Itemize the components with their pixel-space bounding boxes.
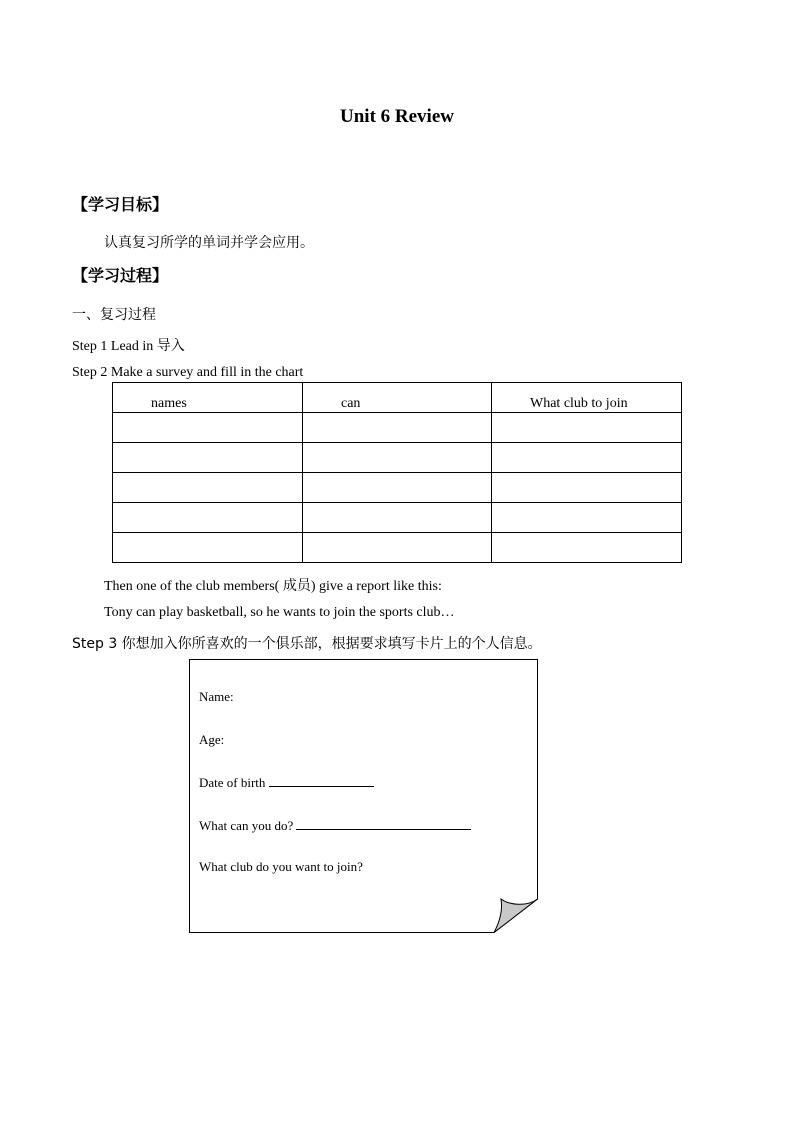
table-cell[interactable] bbox=[492, 413, 682, 443]
table-cell[interactable] bbox=[113, 413, 303, 443]
table-cell[interactable] bbox=[113, 473, 303, 503]
header-can: can bbox=[303, 383, 492, 413]
table-header-row bbox=[113, 383, 682, 413]
card-can-label: What can you do? bbox=[199, 818, 294, 833]
dob-blank-field[interactable] bbox=[269, 774, 374, 787]
table-cell[interactable] bbox=[303, 413, 492, 443]
can-blank-field[interactable] bbox=[296, 817, 471, 830]
table-row bbox=[113, 473, 682, 503]
table-cell[interactable] bbox=[492, 533, 682, 563]
table-cell[interactable] bbox=[492, 443, 682, 473]
card-age-label: Age: bbox=[199, 732, 225, 747]
card-can-row bbox=[199, 817, 471, 834]
table-row bbox=[113, 533, 682, 563]
step1-text: Step 1 Lead in 导入 bbox=[72, 339, 185, 354]
table-row bbox=[113, 413, 682, 443]
review-process-label: 一、复习过程 bbox=[72, 307, 156, 323]
table-cell[interactable] bbox=[303, 533, 492, 563]
table-cell[interactable] bbox=[303, 473, 492, 503]
learning-goals-text: 认真复习所学的单词并学会应用。 bbox=[104, 235, 314, 251]
learning-goals-heading: 【学习目标】 bbox=[72, 195, 169, 214]
table-cell[interactable] bbox=[303, 503, 492, 533]
table-cell[interactable] bbox=[113, 443, 303, 473]
table-cell[interactable] bbox=[492, 473, 682, 503]
page-title: Unit 6 Review bbox=[340, 106, 454, 127]
header-names: names bbox=[113, 383, 303, 413]
table-row bbox=[113, 503, 682, 533]
table-row bbox=[113, 443, 682, 473]
card-name-label: Name: bbox=[199, 689, 234, 704]
table-cell[interactable] bbox=[113, 533, 303, 563]
card-dob-row bbox=[199, 774, 374, 791]
table-cell[interactable] bbox=[113, 503, 303, 533]
learning-process-heading: 【学习过程】 bbox=[72, 266, 169, 285]
card-outline bbox=[189, 659, 539, 935]
report-instruction: Then one of the club members( 成员) give a report like this: bbox=[104, 579, 442, 594]
step2-text: Step 2 Make a survey and fill in the chart bbox=[72, 365, 304, 380]
report-example: Tony can play basketball, so he wants to join the sports club… bbox=[104, 605, 455, 620]
table-cell[interactable] bbox=[303, 443, 492, 473]
header-club: What club to join bbox=[492, 383, 682, 413]
card-club-label: What club do you want to join? bbox=[199, 859, 363, 874]
survey-table bbox=[112, 382, 682, 563]
step3-text: Step 3 你想加入你所喜欢的一个俱乐部，根据要求填写卡片上的个人信息。 bbox=[72, 636, 542, 652]
info-card bbox=[189, 659, 539, 934]
table-cell[interactable] bbox=[492, 503, 682, 533]
card-dob-label: Date of birth bbox=[199, 775, 266, 790]
